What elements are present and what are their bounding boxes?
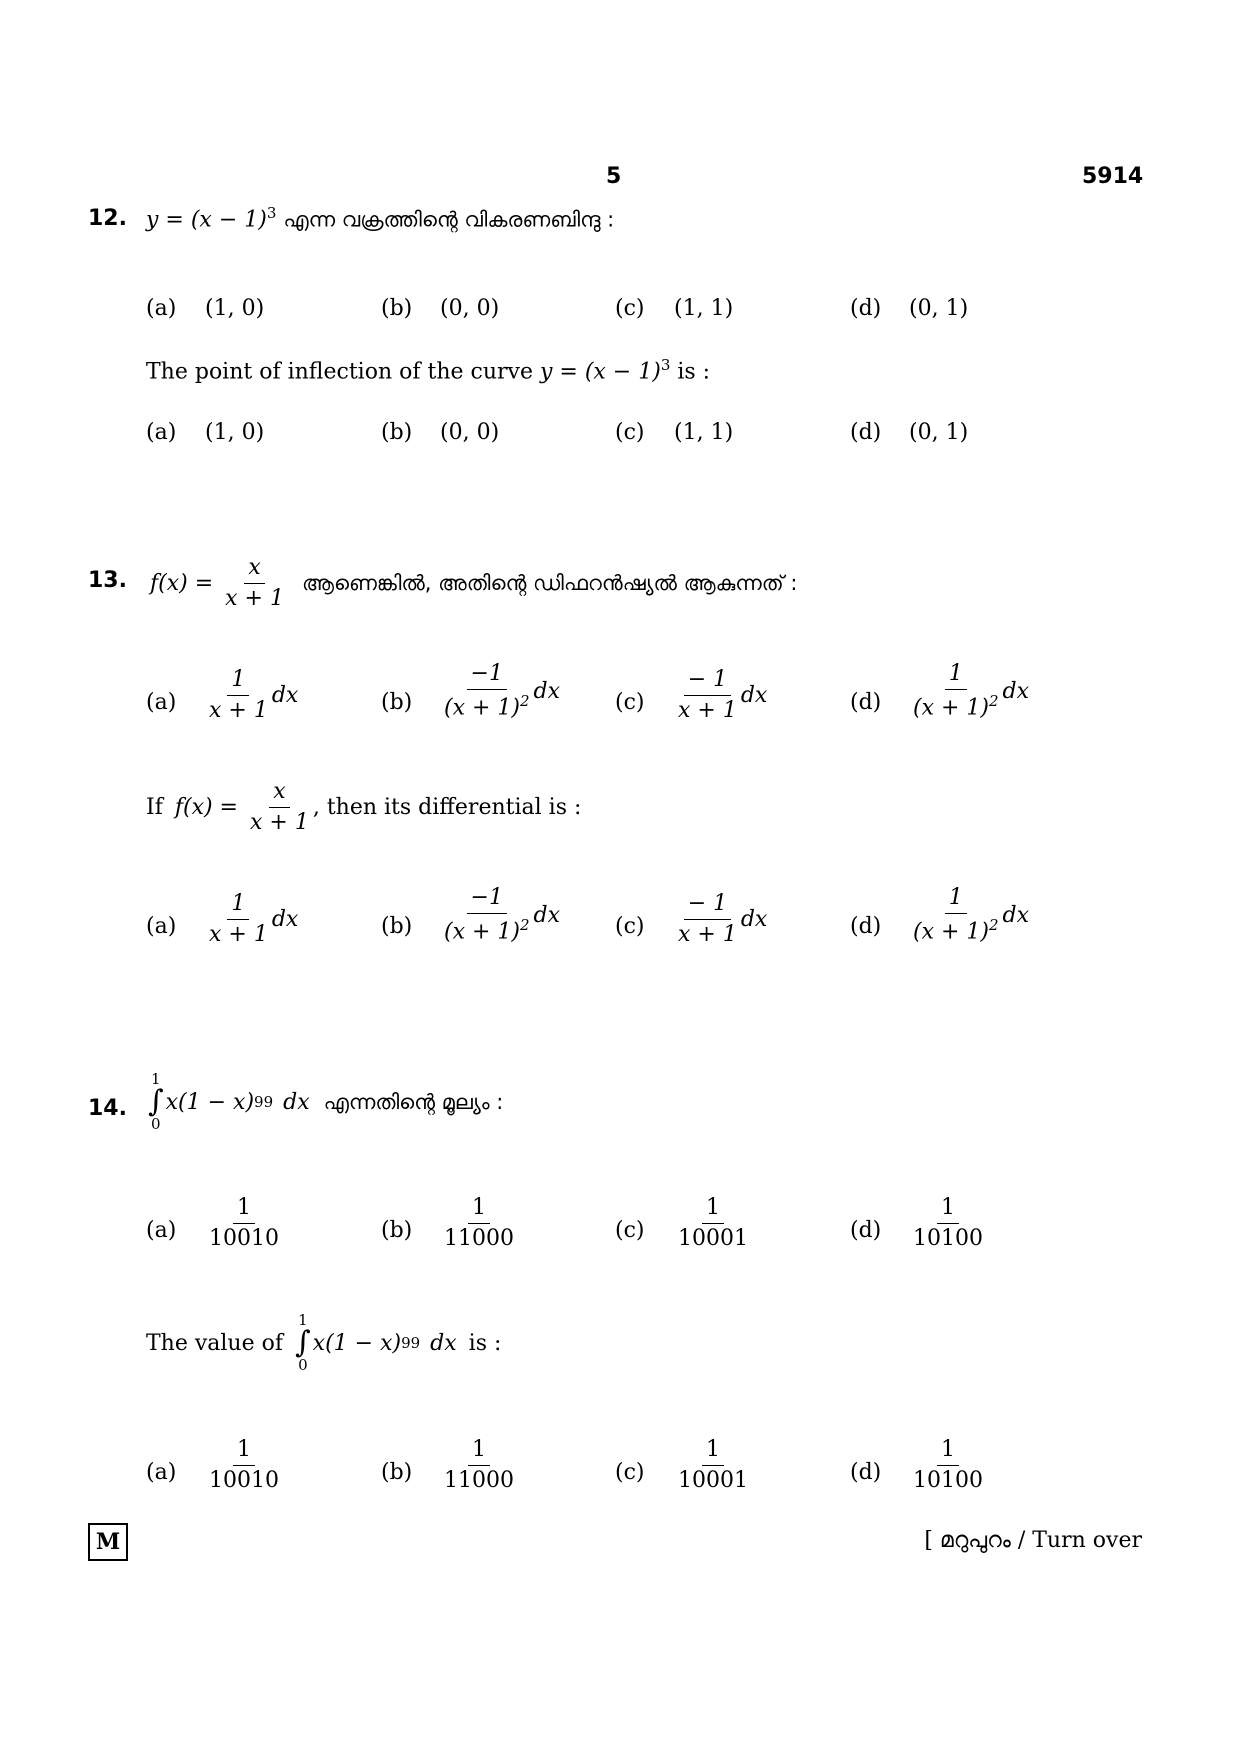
q13-en-b-den: (x + 1) [444,919,520,945]
q13-ml-d-den: (x + 1) [913,695,989,721]
q12-english-stem [146,356,710,384]
q14-en-a-num: 1 [233,1438,255,1466]
q12-ml-exponent: 3 [266,204,277,222]
q14-ml-a-den: 10010 [209,1226,279,1252]
question-number-12: 12. [88,206,127,231]
q14-ml-d-num: 1 [937,1196,959,1224]
q13-en-c-num: − 1 [684,892,731,920]
q13-ml-a-den: x + 1 [209,698,268,724]
q13-ml-option-c-label[interactable]: (c) [615,690,645,715]
q14-ml-integrand: x(1 − x) [165,1089,255,1115]
q13-en-function: f(x) = [174,795,238,821]
q13-ml-option-c-value [674,668,767,723]
q14-ml-option-a-value [205,1196,283,1251]
q13-ml-b-den-exp: 2 [520,692,530,711]
q14-en-c-num: 1 [702,1438,724,1466]
q14-en-integrand: x(1 − x) [312,1330,402,1356]
q13-en-tail: , then its differential is : [312,795,582,821]
q14-en-option-c-value [674,1438,752,1493]
q13-ml-c-dx: dx [740,683,768,709]
q14-ml-b-den: 11000 [444,1226,514,1252]
q13-ml-d-den-exp: 2 [989,692,999,711]
q13-ml-a-num: 1 [227,668,249,696]
q14-en-option-b-label[interactable]: (b) [381,1460,413,1485]
q14-ml-c-num: 1 [702,1196,724,1224]
q13-ml-fraction [221,556,288,611]
m-box-label: M [88,1523,128,1561]
q14-en-dx: dx [430,1330,457,1356]
q13-ml-option-d-label[interactable]: (d) [850,690,882,715]
q13-ml-c-num: − 1 [684,668,731,696]
q13-en-option-b-label[interactable]: (b) [381,914,413,939]
q12-en-option-c-value: (1, 1) [674,420,734,445]
page-number: 5 [606,164,622,189]
q13-en-option-c-label[interactable]: (c) [615,914,645,939]
q13-en-option-c-value [674,892,767,947]
q13-en-b-dx: dx [533,902,561,928]
question-number-14: 14. [88,1096,127,1121]
q14-ml-c-den: 10001 [678,1226,748,1252]
q13-en-b-num: −1 [467,886,507,914]
q14-ml-dx: dx [283,1089,310,1115]
q13-ml-denominator: x + 1 [225,586,284,612]
q13-en-fraction [246,780,313,835]
q14-ml-d-den: 10100 [913,1226,983,1252]
q14-ml-lower-limit: 0 [151,1115,161,1133]
q13-en-option-b-value [440,886,560,945]
q12-en-option-b-value: (0, 0) [440,420,500,445]
q13-en-b-den-exp: 2 [520,916,530,935]
q13-ml-d-dx: dx [1002,678,1030,704]
q13-malayalam-stem [150,556,797,611]
q13-english-stem [146,780,581,835]
q14-ml-b-num: 1 [468,1196,490,1224]
q14-ml-option-d-value [909,1196,987,1251]
q14-en-d-num: 1 [937,1438,959,1466]
q12-en-option-b-label[interactable]: (b) [381,420,413,445]
q12-en-equation: y = (x − 1) [539,359,661,385]
q14-malayalam-stem [148,1072,503,1132]
q14-en-exponent: 99 [401,1334,421,1352]
q13-en-option-a-value [205,892,298,947]
q13-ml-c-den: x + 1 [678,698,737,724]
q13-en-option-d-value [909,886,1029,945]
q13-ml-option-d-value [909,662,1029,721]
integral-sign-icon: 1 ∫ 0 [295,1311,311,1374]
q13-ml-a-dx: dx [271,683,299,709]
q13-ml-b-dx: dx [533,678,561,704]
q13-en-d-dx: dx [1002,902,1030,928]
q14-ml-option-c-value [674,1196,752,1251]
q12-ml-option-a-label[interactable]: (a) [146,296,177,321]
q13-ml-text: ആണെങ്കിൽ, അതിന്റെ ഡിഫറൻഷ്യൽ ആകുന്നത് : [301,571,798,596]
q13-en-a-den: x + 1 [209,922,268,948]
q13-en-option-d-label[interactable]: (d) [850,914,882,939]
q12-ml-text: എന്ന വക്രത്തിന്റെ വികരണബിന്ദു : [283,207,615,232]
q14-en-d-den: 10100 [913,1468,983,1494]
q12-ml-option-b-value: (0, 0) [440,296,500,321]
question-number-13: 13. [88,568,127,593]
q13-en-c-dx: dx [740,907,768,933]
q13-en-option-a-label[interactable]: (a) [146,914,177,939]
q14-ml-option-a-label[interactable]: (a) [146,1218,177,1243]
q12-ml-option-d-label[interactable]: (d) [850,296,882,321]
q14-en-upper-limit: 1 [298,1311,308,1329]
q14-ml-option-c-label[interactable]: (c) [615,1218,645,1243]
q12-en-option-d-value: (0, 1) [909,420,969,445]
q12-ml-option-c-value: (1, 1) [674,296,734,321]
q13-ml-option-a-value [205,668,298,723]
paper-code: 5914 [1082,164,1144,189]
q14-en-b-num: 1 [468,1438,490,1466]
q13-en-numerator: x [269,780,289,808]
q13-en-d-den-exp: 2 [989,916,999,935]
q13-en-if: If [146,795,163,821]
q13-ml-option-a-label[interactable]: (a) [146,690,177,715]
q14-en-lead: The value of [146,1330,284,1356]
q13-ml-numerator: x [244,556,264,584]
q12-ml-equation: y = (x − 1) [146,207,267,233]
q14-ml-exponent: 99 [254,1093,274,1111]
q14-en-c-den: 10001 [678,1468,748,1494]
q14-en-option-c-label[interactable]: (c) [615,1460,645,1485]
q14-en-option-d-label[interactable]: (d) [850,1460,882,1485]
q12-en-tail: is : [677,359,711,385]
q14-en-option-b-value [440,1438,518,1493]
q13-ml-b-den: (x + 1) [444,695,520,721]
q14-en-option-d-value [909,1438,987,1493]
turn-over-text: [ മറുപുറം / Turn over [924,1528,1142,1553]
q14-ml-text: എന്നതിന്റെ മൂല്യം : [323,1089,504,1114]
q12-en-option-c-label[interactable]: (c) [615,420,645,445]
q14-english-stem [146,1313,501,1373]
q14-ml-option-b-value [440,1196,518,1251]
q12-en-option-a-label[interactable]: (a) [146,420,177,445]
q14-ml-option-d-label[interactable]: (d) [850,1218,882,1243]
q14-ml-a-num: 1 [233,1196,255,1224]
q12-en-option-a-value: (1, 0) [205,420,265,445]
q12-ml-option-c-label[interactable]: (c) [615,296,645,321]
q12-ml-option-b-label[interactable]: (b) [381,296,413,321]
q13-ml-option-b-value [440,662,560,721]
q14-en-b-den: 11000 [444,1468,514,1494]
q13-ml-function: f(x) = [150,571,214,597]
q14-en-lower-limit: 0 [298,1356,308,1374]
q12-malayalam-stem [146,204,614,232]
integral-sign-icon: 1 ∫ 0 [148,1070,164,1133]
q12-ml-option-a-value: (1, 0) [205,296,265,321]
q13-en-c-den: x + 1 [678,922,737,948]
q12-en-text: The point of inflection of the curve [146,359,533,385]
q13-ml-option-b-label[interactable]: (b) [381,690,413,715]
q14-en-option-a-value [205,1438,283,1493]
q14-en-a-den: 10010 [209,1468,279,1494]
q13-en-d-den: (x + 1) [913,919,989,945]
q13-en-a-dx: dx [271,907,299,933]
q13-ml-d-num: 1 [945,662,967,690]
q13-ml-b-num: −1 [467,662,507,690]
q13-en-d-num: 1 [945,886,967,914]
q12-en-exponent: 3 [660,356,671,374]
q13-en-denominator: x + 1 [250,810,309,836]
q14-en-tail: is : [468,1330,502,1356]
q13-en-a-num: 1 [227,892,249,920]
q14-en-option-a-label[interactable]: (a) [146,1460,177,1485]
q12-ml-option-d-value: (0, 1) [909,296,969,321]
q12-en-option-d-label[interactable]: (d) [850,420,882,445]
q14-ml-upper-limit: 1 [151,1070,161,1088]
q14-ml-option-b-label[interactable]: (b) [381,1218,413,1243]
